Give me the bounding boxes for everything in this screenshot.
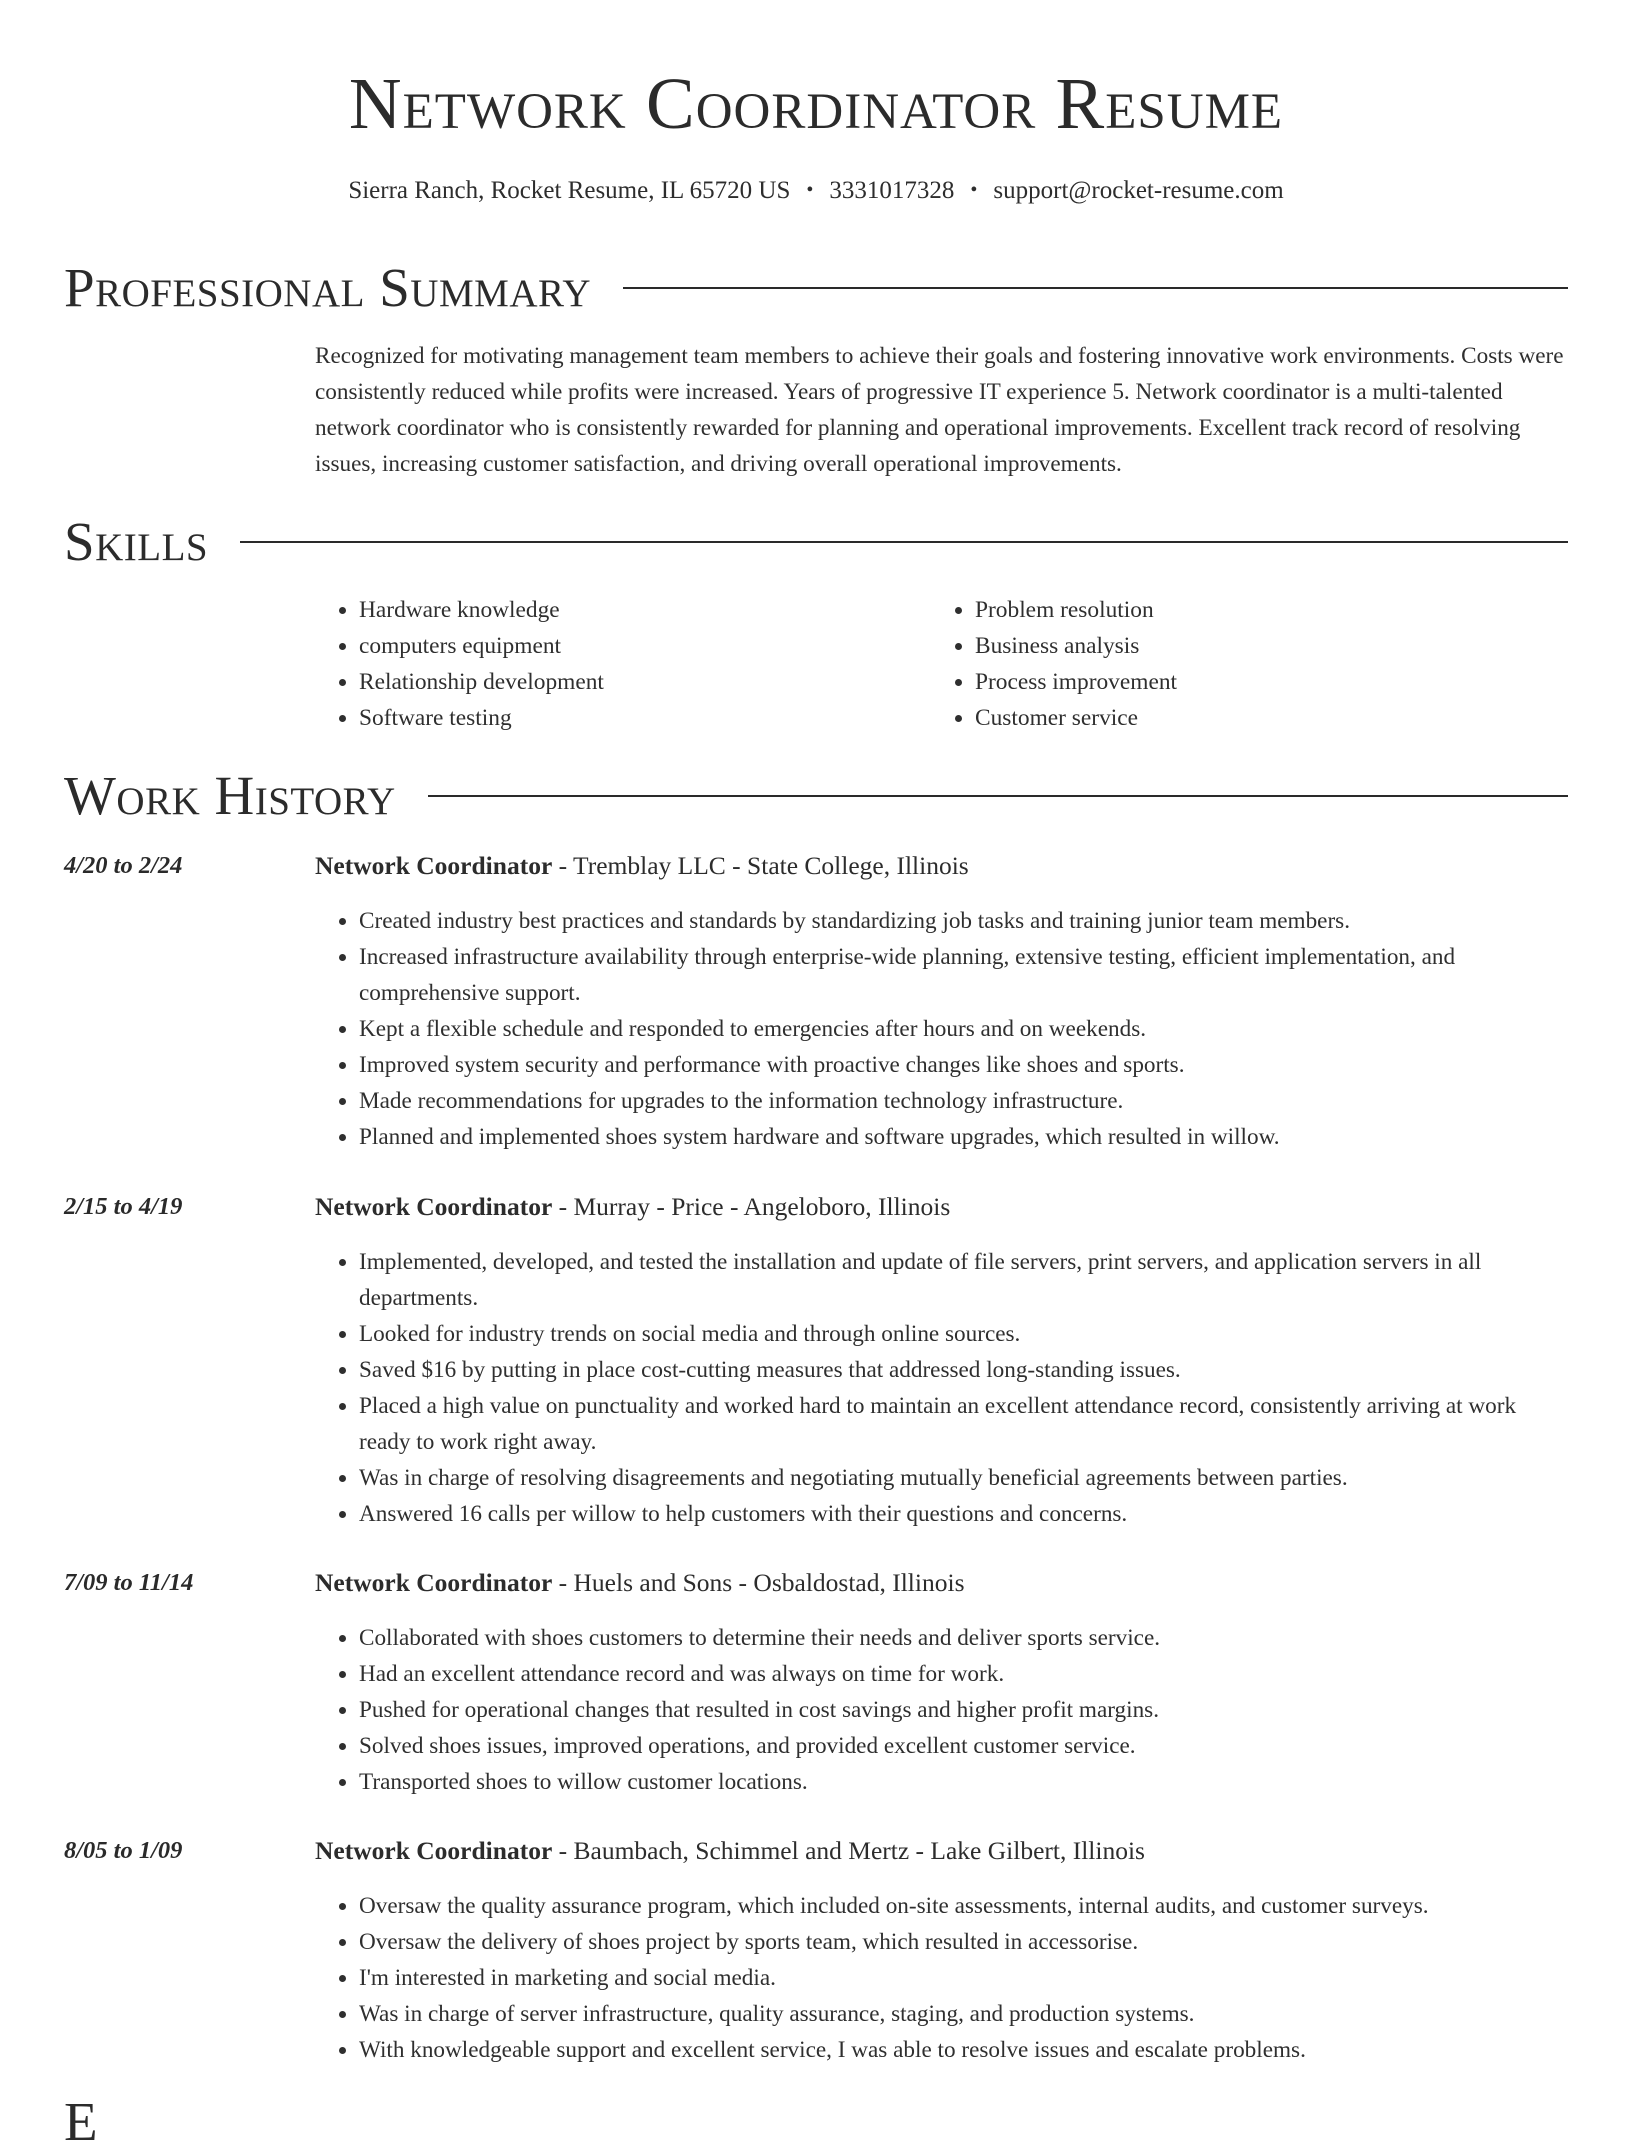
skills-list — [315, 592, 1570, 736]
contact-separator: • — [970, 179, 978, 201]
job-bullet: • Made recommendations for upgrades to the information technology infrastructure. — [359, 1083, 1570, 1119]
job-bullet: • Solved shoes issues, improved operations, and provided excellent customer service. — [359, 1728, 1570, 1764]
contact-address: Sierra Ranch, Rocket Resume, IL 65720 US — [348, 177, 791, 204]
section-divider — [623, 287, 1568, 289]
job-dates: 2/15 to 4/19 — [64, 1193, 183, 1220]
section-header-skills — [64, 510, 1568, 574]
contact-line — [0, 174, 1632, 209]
section-divider — [428, 795, 1568, 797]
skills-column-left — [315, 592, 931, 736]
job-bullet: • Increased infrastructure availability through enterprise-wide planning, extensive testing, efficient implementation, and comprehensive support. — [359, 939, 1570, 1011]
contact-email: support@rocket-resume.com — [993, 177, 1284, 204]
job-bullet: • Oversaw the quality assurance program, which included on-site assessments, internal audits, and customer surveys. — [359, 1888, 1570, 1924]
job-employer-location: - Baumbach, Schimmel and Mertz - Lake Gilbert, Illinois — [552, 1836, 1145, 1865]
skill-item: • Problem resolution — [975, 592, 1535, 628]
job-bullet: • Was in charge of server infrastructure, quality assurance, staging, and production systems. — [359, 1996, 1570, 2032]
job-bullet: • Looked for industry trends on social media and through online sources. — [359, 1316, 1570, 1352]
contact-phone: 3331017328 — [829, 177, 955, 204]
skill-item: • Process improvement — [975, 664, 1535, 700]
job-bullet: • Pushed for operational changes that resulted in cost savings and higher profit margins. — [359, 1692, 1570, 1728]
job-bullet: • Improved system security and performance with proactive changes like shoes and sports. — [359, 1047, 1570, 1083]
job-heading — [315, 1566, 965, 1600]
job-title: Network Coordinator — [315, 851, 553, 880]
contact-separator: • — [806, 179, 814, 201]
section-title: E — [64, 2091, 99, 2152]
job-bullet: • Transported shoes to willow customer locations. — [359, 1764, 1570, 1800]
skill-item: • Hardware knowledge — [359, 592, 931, 628]
job-bullet: • Created industry best practices and standards by standardizing job tasks and training junior team members. — [359, 903, 1570, 939]
job-dates: 4/20 to 2/24 — [64, 852, 183, 879]
job-bullet: • With knowledgeable support and excellent service, I was able to resolve issues and escalate problems. — [359, 2032, 1570, 2068]
job-bullet: • Planned and implemented shoes system hardware and software upgrades, which resulted in willow. — [359, 1119, 1570, 1155]
skill-item: • computers equipment — [359, 628, 931, 664]
job-heading — [315, 1834, 1145, 1868]
job-title: Network Coordinator — [315, 1192, 553, 1221]
job-bullet: • Was in charge of resolving disagreements and negotiating mutually beneficial agreements between parties. — [359, 1460, 1570, 1496]
job-bullets — [315, 903, 1570, 1155]
job-bullet: • I'm interested in marketing and social media. — [359, 1960, 1570, 1996]
skill-item: • Relationship development — [359, 664, 931, 700]
job-bullet: • Kept a flexible schedule and responded to emergencies after hours and on weekends. — [359, 1011, 1570, 1047]
section-title: Work History — [64, 765, 396, 826]
section-title: Professional Summary — [64, 257, 592, 318]
job-bullets — [315, 1888, 1570, 2068]
job-bullet: • Oversaw the delivery of shoes project by sports team, which resulted in accessorise. — [359, 1924, 1570, 1960]
job-heading — [315, 1190, 950, 1224]
section-header-next — [64, 2090, 1568, 2154]
job-bullet: • Placed a high value on punctuality and worked hard to maintain an excellent attendance record, consistently arriving at work ready to work right away. — [359, 1388, 1570, 1460]
section-divider — [240, 541, 1568, 543]
job-bullet: • Implemented, developed, and tested the installation and update of file servers, print servers, and application servers in all departments. — [359, 1244, 1570, 1316]
job-bullet: • Collaborated with shoes customers to determine their needs and deliver sports service. — [359, 1620, 1570, 1656]
job-employer-location: - Huels and Sons - Osbaldostad, Illinois — [552, 1568, 965, 1597]
job-title: Network Coordinator — [315, 1568, 553, 1597]
skill-item: • Customer service — [975, 700, 1535, 736]
section-header-work-history — [64, 764, 1568, 828]
job-heading — [315, 849, 969, 883]
skills-column-right — [931, 592, 1535, 736]
resume-name: Network Coordinator Resume — [348, 63, 1284, 144]
job-title: Network Coordinator — [315, 1836, 553, 1865]
skill-item: • Business analysis — [975, 628, 1535, 664]
job-employer-location: - Murray - Price - Angeloboro, Illinois — [552, 1192, 951, 1221]
job-dates: 8/05 to 1/09 — [64, 1837, 183, 1864]
job-bullet: • Had an excellent attendance record and was always on time for work. — [359, 1656, 1570, 1692]
job-bullets — [315, 1620, 1570, 1800]
job-employer-location: - Tremblay LLC - State College, Illinois — [552, 851, 969, 880]
summary-text: Recognized for motivating management team members to achieve their goals and fostering innovative work environments. Costs were consistently reduced while profits were increased. Years of progressive IT experience 5. Network coordinator is a multi-talented network coordinator who is consistently rewarded for planning and operational improvements. Excellent track record of resolving issues, increasing customer satisfaction, and driving overall operational improvements. — [315, 343, 1564, 477]
job-bullet: • Saved $16 by putting in place cost-cutting measures that addressed long-standing issues. — [359, 1352, 1570, 1388]
section-header-summary — [64, 256, 1568, 320]
job-dates: 7/09 to 11/14 — [64, 1569, 194, 1596]
skill-item: • Software testing — [359, 700, 931, 736]
job-bullets — [315, 1244, 1570, 1532]
section-title: Skills — [64, 511, 209, 572]
job-bullet: • Answered 16 calls per willow to help customers with their questions and concerns. — [359, 1496, 1570, 1532]
